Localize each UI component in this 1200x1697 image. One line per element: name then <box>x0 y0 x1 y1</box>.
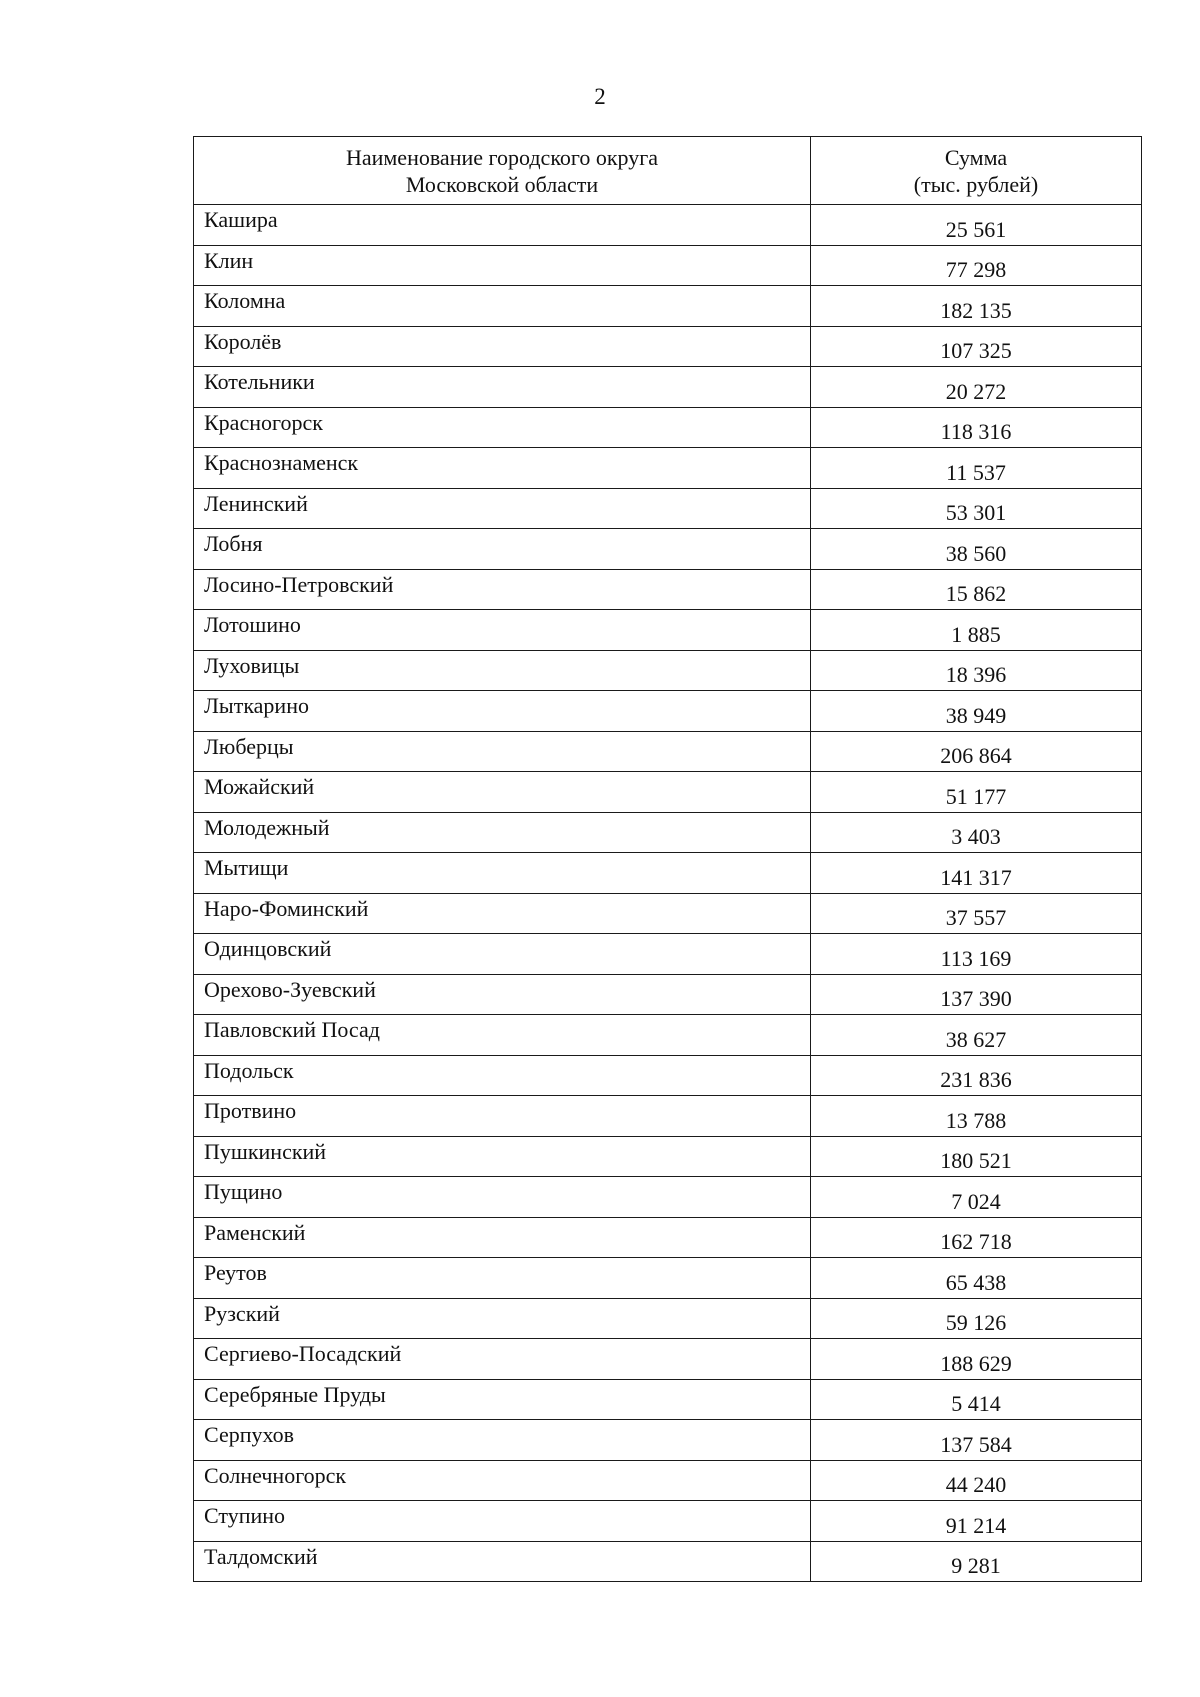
table-row <box>194 1055 1142 1096</box>
district-name-cell: Пушкинский <box>194 1136 811 1177</box>
district-name-cell: Котельники <box>194 367 811 408</box>
table-row <box>194 205 1142 246</box>
sum-cell: 38 949 <box>811 691 1142 732</box>
district-name-cell: Серпухов <box>194 1420 811 1461</box>
header-district-name-line2: Московской области <box>405 171 599 197</box>
district-name-cell: Протвино <box>194 1096 811 1137</box>
district-name-cell: Павловский Посад <box>194 1015 811 1056</box>
sum-cell: 188 629 <box>811 1339 1142 1380</box>
district-name-cell: Клин <box>194 245 811 286</box>
sum-cell: 3 403 <box>811 812 1142 853</box>
district-name-cell: Королёв <box>194 326 811 367</box>
district-name-cell: Лосино-Петровский <box>194 569 811 610</box>
table-row <box>194 1541 1142 1582</box>
table-row <box>194 286 1142 327</box>
table-row <box>194 1339 1142 1380</box>
sum-cell: 37 557 <box>811 893 1142 934</box>
district-name-cell: Серебряные Пруды <box>194 1379 811 1420</box>
sum-cell: 113 169 <box>811 934 1142 975</box>
sum-cell: 13 788 <box>811 1096 1142 1137</box>
district-name-cell: Кашира <box>194 205 811 246</box>
page-number: 2 <box>594 84 606 109</box>
sum-cell: 182 135 <box>811 286 1142 327</box>
table-row <box>194 1096 1142 1137</box>
sum-cell: 162 718 <box>811 1217 1142 1258</box>
sum-cell: 25 561 <box>811 205 1142 246</box>
sum-cell: 53 301 <box>811 488 1142 529</box>
table-row <box>194 1177 1142 1218</box>
table-row <box>194 650 1142 691</box>
table-row <box>194 610 1142 651</box>
district-name-cell: Краснознаменск <box>194 448 811 489</box>
table-row <box>194 529 1142 570</box>
table-row <box>194 1217 1142 1258</box>
table-row <box>194 853 1142 894</box>
table-row <box>194 934 1142 975</box>
district-name-cell: Можайский <box>194 772 811 813</box>
district-name-cell: Коломна <box>194 286 811 327</box>
sum-cell: 44 240 <box>811 1460 1142 1501</box>
sum-cell: 1 885 <box>811 610 1142 651</box>
sum-cell: 231 836 <box>811 1055 1142 1096</box>
table-row <box>194 407 1142 448</box>
table-row <box>194 448 1142 489</box>
table-row <box>194 1298 1142 1339</box>
table-row <box>194 1136 1142 1177</box>
district-name-cell: Луховицы <box>194 650 811 691</box>
sum-cell: 137 584 <box>811 1420 1142 1461</box>
table-row <box>194 691 1142 732</box>
table-header <box>194 137 1142 205</box>
district-name-cell: Лотошино <box>194 610 811 651</box>
district-name-cell: Наро-Фоминский <box>194 893 811 934</box>
header-sum-line1: Сумма <box>944 144 1008 170</box>
sum-cell: 38 560 <box>811 529 1142 570</box>
table-row <box>194 367 1142 408</box>
district-name-cell: Люберцы <box>194 731 811 772</box>
table-row <box>194 488 1142 529</box>
district-name-cell: Ленинский <box>194 488 811 529</box>
table-row <box>194 731 1142 772</box>
table-row <box>194 1379 1142 1420</box>
header-district-name-line1: Наименование городского округа <box>345 144 659 170</box>
sum-cell: 9 281 <box>811 1541 1142 1582</box>
header-sum-line2: (тыс. рублей) <box>913 171 1039 197</box>
district-name-cell: Ступино <box>194 1501 811 1542</box>
header-row <box>194 137 1142 205</box>
sum-cell: 18 396 <box>811 650 1142 691</box>
sum-cell: 137 390 <box>811 974 1142 1015</box>
district-name-cell: Лыткарино <box>194 691 811 732</box>
district-name-cell: Красногорск <box>194 407 811 448</box>
district-name-cell: Солнечногорск <box>194 1460 811 1501</box>
table-row <box>194 974 1142 1015</box>
sum-cell: 118 316 <box>811 407 1142 448</box>
header-district-name <box>194 137 811 205</box>
header-sum <box>811 137 1142 205</box>
district-name-cell: Подольск <box>194 1055 811 1096</box>
district-name-cell: Одинцовский <box>194 934 811 975</box>
sum-cell: 141 317 <box>811 853 1142 894</box>
table-row <box>194 1460 1142 1501</box>
district-name-cell: Реутов <box>194 1258 811 1299</box>
allocation-table <box>193 136 1142 1582</box>
district-name-cell: Молодежный <box>194 812 811 853</box>
table-row <box>194 772 1142 813</box>
table-row <box>194 1420 1142 1461</box>
sum-cell: 91 214 <box>811 1501 1142 1542</box>
sum-cell: 11 537 <box>811 448 1142 489</box>
table-row <box>194 569 1142 610</box>
sum-cell: 51 177 <box>811 772 1142 813</box>
district-name-cell: Сергиево-Посадский <box>194 1339 811 1380</box>
sum-cell: 59 126 <box>811 1298 1142 1339</box>
district-name-cell: Мытищи <box>194 853 811 894</box>
table-row <box>194 1501 1142 1542</box>
sum-cell: 206 864 <box>811 731 1142 772</box>
district-name-cell: Раменский <box>194 1217 811 1258</box>
sum-cell: 5 414 <box>811 1379 1142 1420</box>
district-name-cell: Талдомский <box>194 1541 811 1582</box>
sum-cell: 107 325 <box>811 326 1142 367</box>
sum-cell: 7 024 <box>811 1177 1142 1218</box>
district-name-cell: Рузский <box>194 1298 811 1339</box>
table-row <box>194 245 1142 286</box>
sum-cell: 77 298 <box>811 245 1142 286</box>
sum-cell: 20 272 <box>811 367 1142 408</box>
table-row <box>194 893 1142 934</box>
table-body <box>194 205 1142 1582</box>
sum-cell: 180 521 <box>811 1136 1142 1177</box>
sum-cell: 15 862 <box>811 569 1142 610</box>
table-row <box>194 1015 1142 1056</box>
district-name-cell: Пущино <box>194 1177 811 1218</box>
district-name-cell: Лобня <box>194 529 811 570</box>
district-name-cell: Орехово-Зуевский <box>194 974 811 1015</box>
table-row <box>194 1258 1142 1299</box>
sum-cell: 65 438 <box>811 1258 1142 1299</box>
table-row <box>194 326 1142 367</box>
sum-cell: 38 627 <box>811 1015 1142 1056</box>
table-row <box>194 812 1142 853</box>
